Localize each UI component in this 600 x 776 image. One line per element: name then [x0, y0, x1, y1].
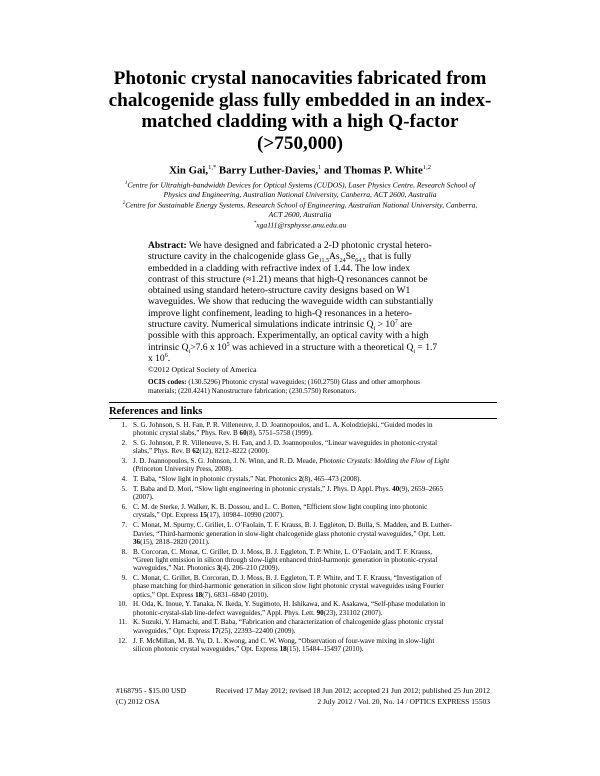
title-line: matched cladding with a high Q-factor	[141, 111, 459, 133]
reference-text: optics,” Opt. Express	[133, 590, 196, 599]
reference-volume: 40	[392, 485, 400, 494]
reference-item	[109, 600, 499, 617]
reference-number: 10.	[118, 600, 127, 609]
affiliation-line: Physics and Engineering, Australian National University, Canberra, ACT 2600, Australia	[163, 189, 437, 199]
reference-line	[133, 645, 499, 653]
subscript: 64.5	[355, 258, 366, 265]
reference-text: silicon photonic crystal waveguides,” Opt. Express	[133, 644, 280, 653]
author-email[interactable]: xga111@rsphysse.anu.edu.au	[256, 220, 347, 230]
affiliation-line	[108, 179, 492, 190]
reference-number: 9.	[121, 574, 127, 582]
reference-line	[133, 511, 499, 519]
author-affil-mark: 1	[318, 164, 322, 171]
ocis-text: (130.5296) Photonic crystal waveguides; (160.2750) Glass and other amorphous	[186, 378, 420, 386]
affil-text: Centre for Ultrahigh-bandwidth Devices for Optical Systems (CUDOS), Laser Physics Centre, Research School of	[127, 180, 476, 190]
reference-list	[109, 421, 499, 655]
reference-volume: 18	[195, 590, 203, 599]
superscript: 6	[164, 352, 168, 359]
reference-text: (9), 2659–2665	[399, 485, 444, 494]
reference-item	[109, 548, 499, 573]
reference-text: waveguides,” Nat. Photonics	[133, 564, 217, 573]
reference-text: photonic crystal slabs,” Phys. Rev. B	[133, 429, 240, 438]
affil-text: Centre for Sustainable Energy Systems, Research School of Engineering, Australian National University, Canberra,	[125, 200, 478, 210]
reference-item	[109, 421, 499, 438]
reference-number: 3.	[121, 457, 127, 466]
abstract-text: structure cavity in the chalcogenide glass Ge	[148, 251, 319, 263]
reference-line	[133, 429, 499, 437]
reference-line: C. M. de Sterke, J. Walker, K. B. Dossou, and L. C. Botten, “Efficient slow light coupling into photonic	[133, 503, 428, 512]
reference-item	[109, 457, 499, 474]
reference-number: 12.	[118, 636, 127, 645]
abstract-text: We have designed and fabricated a 2-D photonic crystal hetero-	[186, 240, 432, 251]
reference-item	[109, 521, 499, 546]
reference-volume: 60	[239, 429, 247, 438]
reference-line: phase matching for third-harmonic generation in silicon slow light photonic crystal waveguides using Fourier	[133, 582, 444, 591]
abstract-line	[148, 353, 453, 364]
affil-mark: 2	[122, 200, 126, 206]
abstract-text: intrinsic Q	[148, 341, 189, 353]
reference-volume: 3	[216, 564, 221, 573]
reference-text: slabs,” Phys. Rev. B	[133, 447, 193, 456]
abstract	[148, 240, 453, 364]
reference-text: (23), 231102 (2007).	[323, 608, 383, 617]
reference-number: 6.	[121, 503, 127, 512]
subscript: i	[373, 325, 376, 332]
reference-number: 1.	[121, 421, 127, 429]
abstract-text: As	[329, 251, 340, 263]
reference-text: waveguides,” Opt. Express	[133, 626, 212, 635]
abstract-text: x 10	[148, 352, 165, 364]
abstract-line	[148, 251, 453, 265]
reference-line	[133, 457, 499, 465]
copyright-notice: ©2012 Optical Society of America	[148, 365, 257, 374]
abstract-label: Abstract:	[148, 240, 187, 251]
author-name: and Thomas P. White	[321, 164, 423, 177]
section-divider	[109, 418, 497, 419]
abstract-text: was achieved in a structure with a theoretical Q	[229, 341, 414, 353]
reference-text: (12), 8212–8222 (2000).	[199, 447, 270, 456]
reference-item	[109, 503, 499, 520]
reference-line: K. Suzuki, Y. Hamachi, and T. Baba, “Fabrication and characterization of chalcogenide glass photonic crystal	[133, 618, 444, 627]
affiliation-line	[108, 199, 492, 210]
reference-line: (2007).	[133, 493, 154, 502]
email-line	[108, 219, 492, 230]
abstract-line: improve light confinement, leading to high-Q resonances in a hetero-	[148, 307, 413, 319]
reference-text: (15), 15484–15497 (2010).	[286, 644, 364, 653]
section-divider	[109, 402, 497, 403]
reference-text: crystals,” Opt. Express	[133, 511, 200, 520]
reference-text: photonic-crystal-slab line-defect waveguides,” Appl. Phys. Lett.	[133, 608, 317, 617]
reference-volume: 62	[192, 447, 200, 456]
abstract-line: contrast of this structure (≈1.21) means that high-Q resonances cannot be	[148, 273, 428, 285]
reference-text: (8), 5751–5758 (1999).	[246, 429, 313, 438]
reference-text: T. Baba, “Slow light in photonic crystals,” Nat. Photonics	[133, 475, 299, 484]
author-affil-mark: 1,2	[422, 164, 431, 171]
reference-line	[133, 591, 499, 599]
reference-line: J. F. McMillan, M. B. Yu, D. L. Kwong, and C. W. Wong, “Observation of four-wave mixing in slow-light	[133, 636, 435, 645]
email-mark: *	[253, 220, 257, 226]
reference-item	[109, 574, 499, 599]
reference-volume: 15	[199, 511, 207, 520]
reference-line: C. Monat, M. Spurny, C. Grillet, L. O’Faolain, T. F. Krauss, B. J. Eggleton, D. Bulla, S. Madden, and B. Luther-	[133, 521, 452, 530]
footer-journal-info: 2 July 2012 / Vol. 20, No. 14 / OPTICS EXPRESS 15503	[317, 697, 490, 706]
abstract-text: are	[397, 319, 412, 331]
reference-number: 5.	[121, 485, 127, 494]
reference-item	[109, 485, 499, 502]
reference-line	[133, 609, 499, 617]
ocis-line	[148, 378, 453, 387]
reference-volume: 2	[298, 475, 303, 484]
reference-text: (7), 6831–6840 (2010).	[202, 590, 269, 599]
reference-line: C. Monat, C. Grillet, B. Corcoran, D. J. Moss, B. J. Eggleton, T. P. White, and T. F. Krauss, “Investigation of	[133, 574, 442, 582]
reference-text: (15), 2818–2820 (2011).	[140, 537, 210, 546]
reference-line	[133, 447, 499, 455]
abstract-text: structure cavity. Numerical simulations indicate intrinsic Q	[148, 319, 374, 331]
abstract-text: = 1.7	[415, 341, 438, 353]
ocis-codes	[148, 378, 453, 396]
abstract-line	[148, 319, 453, 330]
subscript: 24	[339, 258, 346, 265]
reference-text: (17), 10984–10990 (2007).	[206, 511, 284, 520]
title-line: (>750,000)	[256, 132, 344, 154]
reference-line: H. Oda, K. Inoue, Y. Tanaka, N. Ikeda, Y. Sugimoto, H. Ishikawa, and K. Asakawa, “Self-phase modulation in	[133, 600, 446, 609]
reference-number: 8.	[121, 547, 127, 556]
reference-text: (8), 465–473 (2008).	[302, 475, 362, 484]
title-line: Photonic crystal nanocavities fabricated from	[113, 68, 487, 89]
title-line: chalcogenide glass fully embedded in an index-	[108, 89, 492, 111]
abstract-line	[148, 342, 453, 353]
affiliation-line: ACT 2600, Australia	[268, 209, 332, 219]
reference-line: S. G. Johnson, P. R. Villeneuve, S. H. Fan, and J. D. Joannopoulos, “Linear waveguides in photonic-crystal	[133, 439, 438, 448]
author-list	[80, 164, 520, 177]
reference-line: B. Corcoran, C. Monat, C. Grillet, D. J. Moss, B. J. Eggleton, T. P. White, L. O’Faolain, and T. F. Krauss,	[133, 547, 433, 556]
author-name: Xin Gai,	[169, 164, 209, 177]
reference-item	[109, 637, 499, 654]
reference-line: (Princeton University Press, 2008).	[133, 465, 233, 474]
reference-volume: 90	[316, 608, 324, 617]
author-name: Barry Luther-Davies,	[216, 164, 319, 177]
abstract-line: possible with this approach. Experimentally, an optical cavity with a high	[148, 330, 429, 342]
abstract-text: > 10	[375, 319, 395, 331]
author-affil-mark: 1,*	[208, 164, 217, 171]
reference-item	[109, 439, 499, 456]
abstract-line: obtained using standard hetero-structure cavity designs based on W1	[148, 285, 411, 297]
reference-line: S. G. Johnson, S. H. Fan, P. R. Villeneuve, J. D. Joannopoulos, and L. A. Kolodziejski, “Guided modes in	[133, 421, 433, 429]
abstract-line: embedded in a cladding with refractive index of 1.44. The low index	[148, 262, 411, 274]
subscript: i	[413, 348, 416, 355]
reference-line	[133, 538, 499, 546]
abstract-text: that is fully	[365, 251, 412, 263]
footer-dates: Received 17 May 2012; revised 18 Jun 2012; accepted 21 Jun 2012; published 25 Jun 2012	[215, 686, 490, 695]
reference-book-title: Photonic Crystals: Molding the Flow of Light	[319, 457, 450, 466]
reference-item	[109, 475, 499, 483]
abstract-line	[148, 240, 453, 251]
ocis-line: materials; (220.4241) Nanostructure fabrication; (230.5750) Resonators.	[148, 387, 357, 395]
reference-text: J. D. Joannopoulos, S. G. Johnson, J. N. Winn, and R. D. Meade,	[133, 457, 320, 466]
footer-price: #168795 - $15.00 USD	[116, 686, 187, 695]
references-heading: References and links	[109, 406, 203, 417]
reference-number: 7.	[121, 521, 127, 530]
subscript: 11.5	[318, 258, 330, 265]
reference-volume: 36	[133, 537, 141, 546]
reference-number: 11.	[118, 618, 127, 627]
reference-line: “Green light emission in silicon through slow-light enhanced third-harmonic generation in photonic-crystal	[133, 555, 438, 564]
ocis-label: OCIS codes:	[148, 378, 187, 386]
reference-text: (4), 206–210 (2009).	[220, 564, 280, 573]
reference-volume: 18	[279, 644, 287, 653]
reference-line: Davies, “Third-harmonic generation in slow-light chalcogenide glass photonic crystal waveguides,” Opt. Lett.	[133, 529, 446, 538]
abstract-text: Se	[345, 251, 356, 263]
affiliations	[108, 179, 492, 230]
abstract-text: >7.6 x 10	[190, 341, 227, 353]
reference-item	[109, 618, 499, 635]
reference-line	[133, 475, 499, 483]
abstract-text: .	[167, 352, 171, 364]
affil-mark: 1	[124, 181, 128, 186]
paper-title	[100, 68, 500, 154]
reference-text: (25), 22393–22400 (2009).	[218, 626, 296, 635]
reference-line	[133, 485, 499, 493]
abstract-line: waveguides. We show that reducing the waveguide width can substantially	[148, 296, 434, 308]
subscript: i	[188, 348, 191, 355]
reference-line	[133, 627, 499, 635]
superscript: 7	[394, 318, 398, 325]
superscript: 5	[226, 341, 230, 348]
reference-text: T. Baba and D. Mori, “Slow light engineering in photonic crystals,” J. Phys. D Appl. Phys.	[133, 485, 393, 494]
reference-line	[133, 564, 499, 572]
footer-copyright: (C) 2012 OSA	[116, 697, 160, 706]
reference-number: 2.	[121, 439, 127, 448]
reference-volume: 17	[211, 626, 219, 635]
reference-number: 4.	[121, 475, 127, 484]
